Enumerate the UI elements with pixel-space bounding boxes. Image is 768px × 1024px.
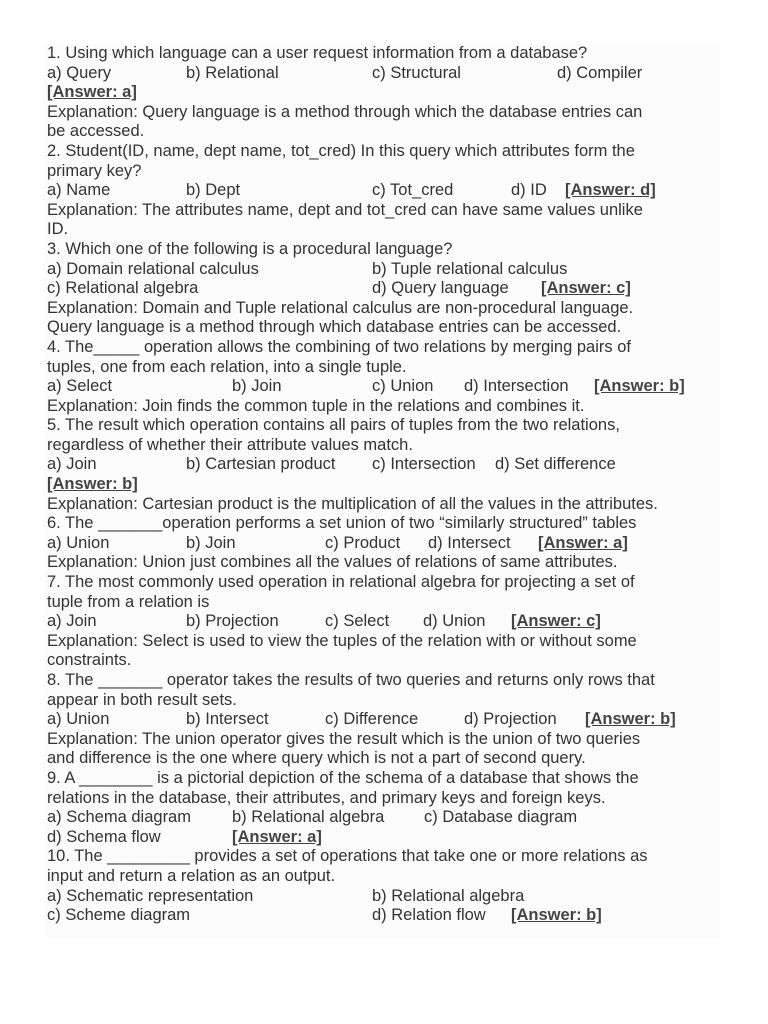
question-5-answer: [Answer: b]: [47, 475, 138, 494]
answer: [Answer: a]: [232, 827, 322, 846]
option-b: b) Tuple relational calculus: [372, 259, 568, 278]
question-9-text-cont: relations in the database, their attributes, and primary keys and foreign keys.: [47, 788, 606, 807]
option-a: a) Union: [47, 533, 110, 552]
question-7-explanation-cont: constraints.: [47, 651, 132, 670]
question-6-options: [47, 534, 719, 554]
option-c: c) Product: [325, 533, 401, 552]
answer: [Answer: b]: [594, 377, 685, 396]
quiz-content: [47, 44, 719, 926]
question-8-text: 8. The _______ operator takes the results of two queries and returns only rows that: [47, 671, 655, 689]
option-a: a) Join: [47, 612, 97, 631]
question-3-explanation: Explanation: Domain and Tuple relational calculus are non-procedural language.: [47, 298, 634, 317]
question-4-text-cont: tuples, one from each relation, into a single tuple.: [47, 357, 407, 376]
option-c: c) Scheme diagram: [47, 906, 191, 925]
question-4-text: 4. The_____ operation allows the combining of two relations by merging pairs of: [47, 337, 631, 356]
option-c: c) Database diagram: [424, 808, 578, 827]
option-a: a) Select: [47, 377, 113, 396]
question-1-text: 1. Using which language can a user request information from a database?: [47, 44, 588, 62]
option-c: c) Union: [372, 377, 434, 396]
question-10-text-cont: input and return a relation as an output.: [47, 866, 336, 885]
question-4-explanation: Explanation: Join finds the common tuple in the relations and combines it.: [47, 396, 585, 415]
question-3-options-row2: [47, 279, 719, 299]
question-7-text-cont: tuple from a relation is: [47, 592, 210, 611]
question-8-options: [47, 710, 719, 730]
option-b: b) Dept: [186, 181, 241, 200]
question-3-options-row1: [47, 260, 719, 280]
option-a: a) Union: [47, 710, 110, 729]
answer: [Answer: c]: [541, 279, 631, 298]
question-4-options: [47, 377, 719, 397]
question-2-explanation-cont: ID.: [47, 220, 69, 239]
answer: [Answer: a]: [538, 533, 628, 552]
question-3-explanation-cont: Query language is a method through which database entries can be accessed.: [47, 318, 622, 337]
question-8-explanation: Explanation: The union operator gives the result which is the union of two queries: [47, 729, 641, 748]
question-10-options-row2: [47, 906, 719, 926]
question-3-text: 3. Which one of the following is a procedural language?: [47, 239, 453, 258]
option-a: a) Query: [47, 63, 112, 82]
option-c: c) Tot_cred: [372, 181, 454, 200]
question-5-text: 5. The result which operation contains all pairs of tuples from the two relations,: [47, 416, 620, 435]
option-c: c) Intersection: [372, 455, 476, 474]
document-page: [44, 44, 720, 938]
question-7-options: [47, 612, 719, 632]
question-7-text: 7. The most commonly used operation in relational algebra for projecting a set of: [47, 573, 635, 592]
option-b: b) Join: [186, 533, 236, 552]
option-d: d) Schema flow: [47, 827, 161, 846]
option-a: a) Name: [47, 181, 111, 200]
question-1-options: [47, 64, 719, 84]
option-d: d) Intersection: [464, 377, 569, 396]
option-a: a) Schematic representation: [47, 886, 254, 905]
option-b: b) Relational algebra: [232, 808, 385, 827]
question-9-options-row2: [47, 828, 719, 848]
option-b: b) Intersect: [186, 710, 269, 729]
question-9-options-row1: [47, 808, 719, 828]
option-d: d) Projection: [464, 710, 557, 729]
option-b: b) Join: [232, 377, 282, 396]
question-10-options-row1: [47, 887, 719, 907]
question-7-explanation: Explanation: Select is used to view the tuples of the relation with or without some: [47, 631, 637, 650]
option-a: a) Schema diagram: [47, 808, 191, 827]
answer: [Answer: c]: [511, 612, 601, 631]
option-d: d) Compiler: [557, 63, 643, 82]
option-d: d) Union: [423, 612, 486, 631]
option-c: c) Relational algebra: [47, 279, 199, 298]
question-8-text-cont: appear in both result sets.: [47, 690, 237, 709]
option-a: a) Join: [47, 455, 97, 474]
question-10-text: 10. The _________ provides a set of operations that take one or more relations as: [47, 847, 648, 866]
option-a: a) Domain relational calculus: [47, 259, 259, 278]
question-1-explanation-cont: be accessed.: [47, 122, 145, 141]
question-1-explanation: Explanation: Query language is a method through which the database entries can: [47, 102, 643, 121]
answer: [Answer: b]: [511, 906, 602, 925]
question-1-answer: [Answer: a]: [47, 83, 137, 102]
option-d: d) Intersect: [428, 533, 511, 552]
option-b: b) Relational algebra: [372, 886, 525, 905]
question-6-explanation: Explanation: Union just combines all the values of relations of same attributes.: [47, 553, 618, 572]
question-5-options: [47, 455, 719, 475]
question-6-text: 6. The _______operation performs a set union of two “similarly structured” tables: [47, 514, 637, 533]
option-c: c) Difference: [325, 710, 419, 729]
question-2-options: [47, 181, 719, 201]
question-5-explanation: Explanation: Cartesian product is the multiplication of all the values in the attributes.: [47, 494, 658, 513]
question-2-text: 2. Student(ID, name, dept name, tot_cred) In this query which attributes form the: [47, 141, 635, 160]
question-8-explanation-cont: and difference is the one where query which is not a part of second query.: [47, 749, 586, 768]
question-2-text-cont: primary key?: [47, 161, 142, 180]
question-5-text-cont: regardless of whether their attribute values match.: [47, 435, 413, 454]
option-d: d) ID: [511, 181, 547, 200]
answer: [Answer: b]: [585, 710, 676, 729]
option-c: c) Select: [325, 612, 390, 631]
question-2-explanation: Explanation: The attributes name, dept and tot_cred can have same values unlike: [47, 200, 643, 219]
option-d: d) Query language: [372, 279, 509, 298]
option-d: d) Relation flow: [372, 906, 486, 925]
question-9-text: 9. A ________ is a pictorial depiction of the schema of a database that shows the: [47, 768, 639, 787]
option-d: d) Set difference: [495, 455, 616, 474]
option-b: b) Relational: [186, 63, 279, 82]
option-b: b) Projection: [186, 612, 279, 631]
answer: [Answer: d]: [565, 181, 656, 200]
option-c: c) Structural: [372, 63, 461, 82]
option-b: b) Cartesian product: [186, 455, 336, 474]
